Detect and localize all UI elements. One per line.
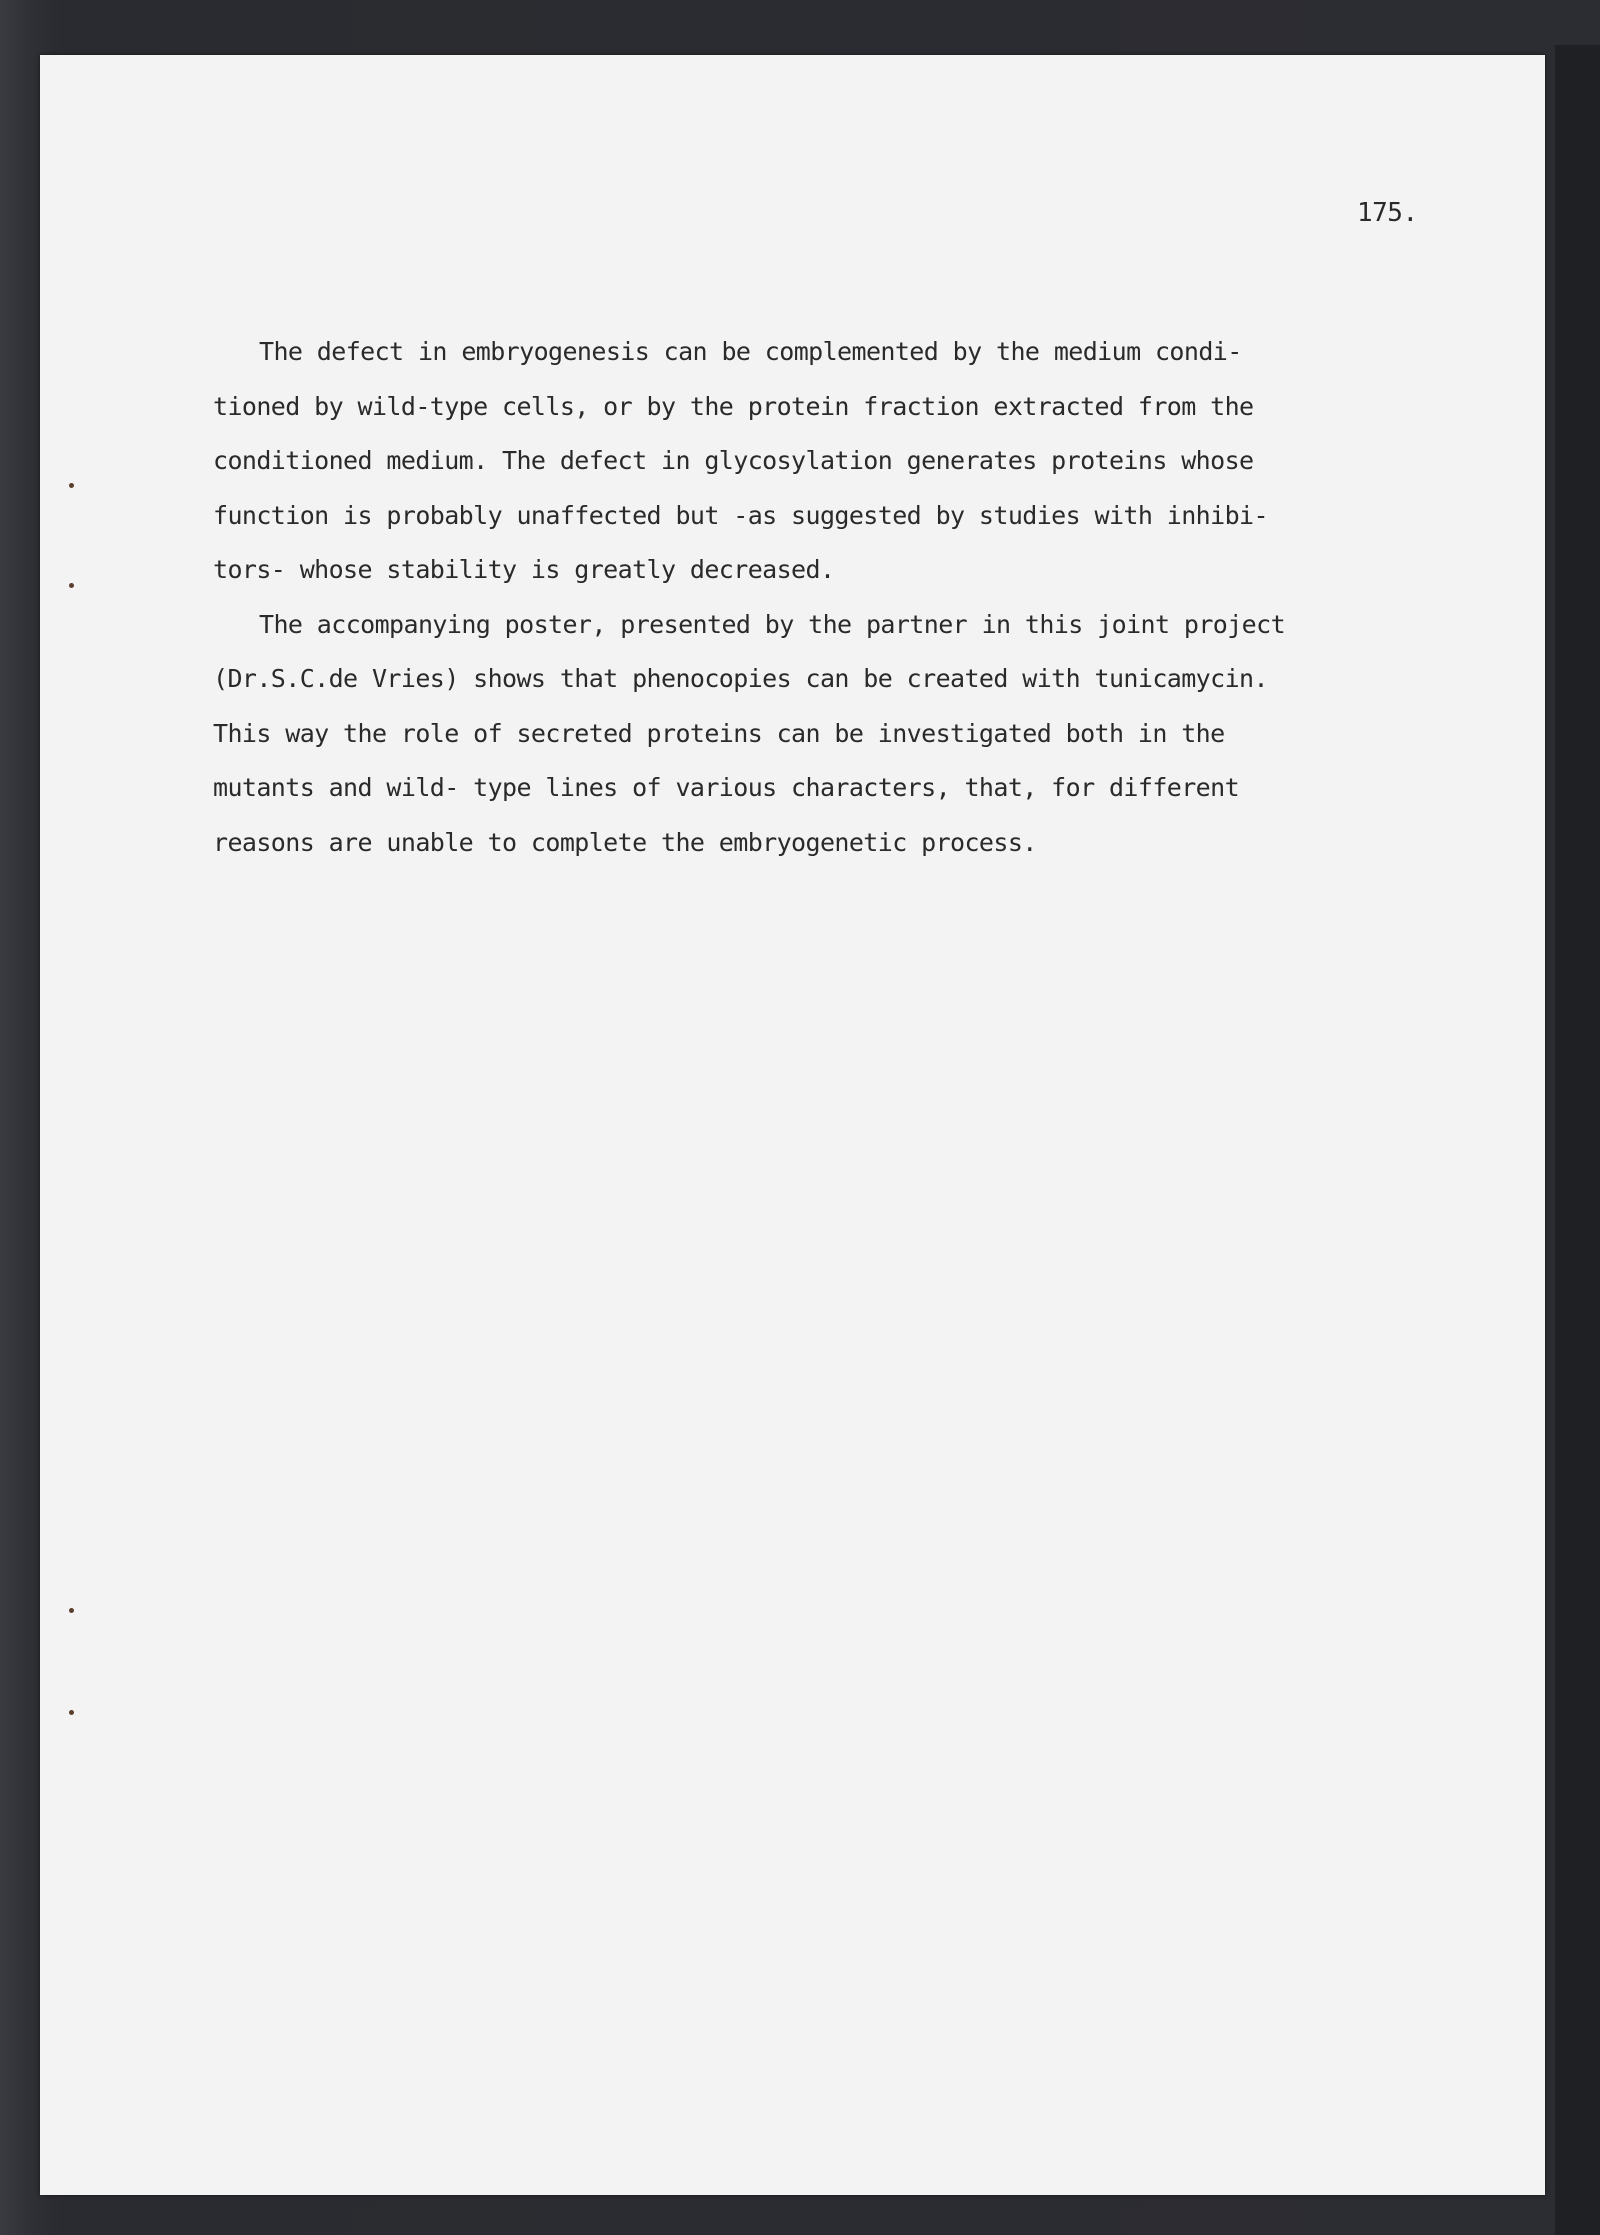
text-line: conditioned medium. The defect in glycosylation generates proteins whose	[213, 446, 1254, 475]
text-line: The accompanying poster, presented by the partner in this joint project	[259, 609, 1286, 639]
text-line: tors- whose stability is greatly decreased.	[213, 555, 835, 584]
text-line: The defect in embryogenesis can be complemented by the medium condi-	[259, 337, 1242, 366]
text-line: reasons are unable to complete the embryogenetic process.	[213, 827, 1037, 857]
punch-hole-mark	[69, 1608, 74, 1613]
punch-hole-mark	[69, 1710, 74, 1715]
body-text	[213, 325, 1363, 870]
punch-hole-mark	[69, 483, 74, 488]
text-line: function is probably unaffected but -as suggested by studies with inhibi-	[213, 500, 1268, 530]
text-line: (Dr.S.C.de Vries) shows that phenocopies can be created with tunicamycin.	[213, 664, 1268, 693]
text-line: tioned by wild-type cells, or by the protein fraction extracted from the	[213, 391, 1254, 421]
text-line: mutants and wild- type lines of various characters, that, for different	[213, 773, 1240, 802]
binder-edge	[1555, 45, 1600, 2235]
punch-hole-mark	[69, 583, 74, 588]
text-line: This way the role of secreted proteins can be investigated both in the	[213, 718, 1225, 748]
page-number: 175.	[1357, 198, 1418, 228]
